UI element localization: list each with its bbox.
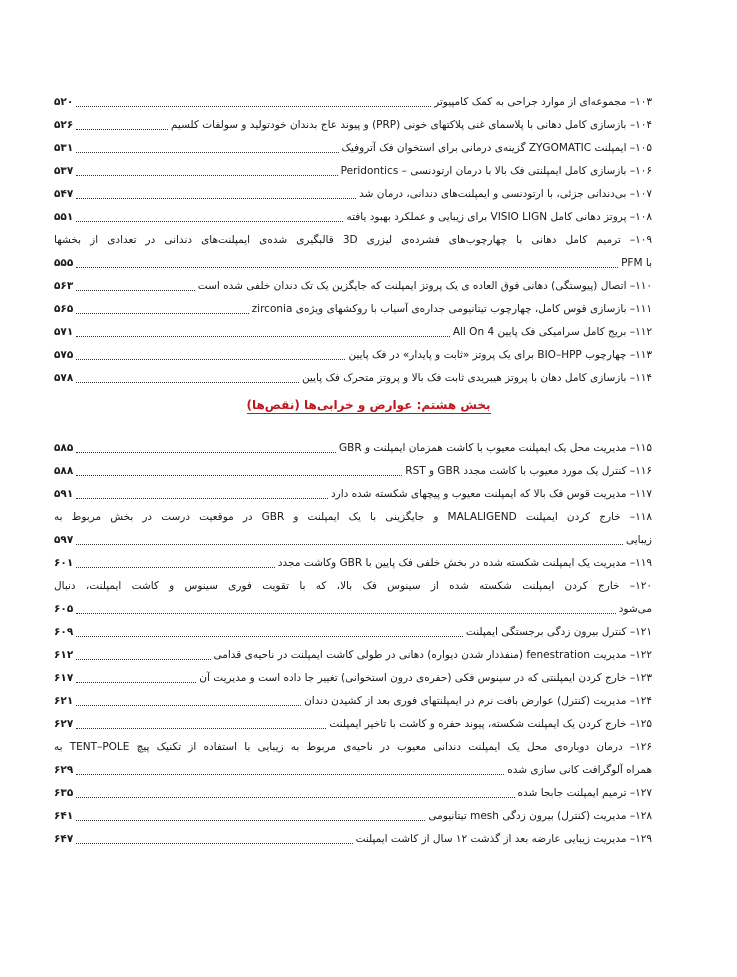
dot-leader: [76, 452, 336, 453]
dot-leader: [76, 820, 425, 821]
toc-entry-118[interactable]: [54, 506, 652, 552]
toc-entry-110[interactable]: [54, 275, 652, 298]
toc-entry-page: ۵۹۷: [54, 534, 74, 546]
toc-entry-page: ۶۱۷: [54, 672, 74, 684]
toc-entry-112[interactable]: [54, 321, 652, 344]
toc-entry-page: ۶۱۲: [54, 649, 74, 661]
toc-entry-page: ۶۰۵: [54, 603, 74, 615]
toc-entry-title: ۱۱۴– بازسازی کامل دهان با پروتز هیبریدی ثابت فک بالا و پروتز متحرک فک پایین: [301, 372, 652, 384]
dot-leader: [76, 175, 337, 176]
dot-leader: [76, 336, 450, 337]
toc-list-part2: [54, 437, 652, 851]
toc-entry-page: ۶۲۷: [54, 718, 74, 730]
toc-entry-page: ۶۰۱: [54, 557, 74, 569]
toc-entry-126[interactable]: [54, 736, 652, 782]
toc-entry-title-line1: ۱۰۹– ترمیم کامل دهانی با چهارچوب‌های فشرده‌ی لیزری 3D قالبگیری شده‌ی ایمپلنت‌های دندانی در تعدادی از بخشها: [54, 234, 652, 246]
dot-leader: [76, 359, 345, 360]
toc-entry-109[interactable]: [54, 229, 652, 275]
dot-leader: [76, 843, 352, 844]
dot-leader: [76, 774, 504, 775]
dot-leader: [76, 313, 248, 314]
toc-entry-124[interactable]: [54, 690, 652, 713]
toc-entry-page: ۵۳۷: [54, 165, 74, 177]
toc-entry-117[interactable]: [54, 483, 652, 506]
toc-entry-page: ۵۵۵: [54, 257, 74, 269]
toc-entry-page: ۶۴۱: [54, 810, 74, 822]
dot-leader: [76, 705, 301, 706]
toc-entry-title: ۱۲۳– خارج کردن ایمپلنتی که در سینوس فکی (حفره‌ی درون استخوانی) تغییر جا داده است و مدیریت آن: [199, 672, 652, 684]
toc-entry-title: ۱۰۷– بی‌دندانی جزئی، با ارتودنسی و ایمپلنت‌های دندانی، درمان شد: [359, 188, 652, 200]
toc-entry-page: ۶۴۷: [54, 833, 74, 845]
toc-entry-page: ۵۶۳: [54, 280, 74, 292]
toc-entry-title: ۱۲۱– کنترل بیرون زدگی برجستگی ایمپلنت: [465, 626, 652, 638]
toc-entry-122[interactable]: [54, 644, 652, 667]
dot-leader: [76, 544, 623, 545]
dot-leader: [76, 498, 328, 499]
dot-leader: [76, 682, 196, 683]
toc-entry-title: ۱۲۴– مدیریت (کنترل) عوارض بافت نرم در ایمپلنتهای فوری بعد از کشیدن دندان: [304, 695, 652, 707]
dot-leader: [76, 382, 299, 383]
toc-entry-119[interactable]: [54, 552, 652, 575]
toc-entry-108[interactable]: [54, 206, 652, 229]
dot-leader: [76, 106, 431, 107]
toc-entry-title-line2: همراه آلوگرافت کانی سازی شده: [507, 764, 652, 776]
toc-entry-115[interactable]: [54, 437, 652, 460]
toc-entry-page: ۵۲۰: [54, 96, 74, 108]
toc-entry-title-line2: زیبایی: [625, 534, 652, 546]
toc-entry-title: ۱۲۷– ترمیم ایمپلنت جابجا شده: [517, 787, 652, 799]
toc-entry-page: ۵۲۶: [54, 119, 74, 131]
toc-entry-page: ۵۵۱: [54, 211, 74, 223]
toc-entry-page: ۵۷۱: [54, 326, 74, 338]
toc-entry-111[interactable]: [54, 298, 652, 321]
toc-entry-page: ۵۳۱: [54, 142, 74, 154]
toc-entry-title: ۱۱۹– مدیریت یک ایمپلنت شکسته شده در بخش خلفی فک پایین با GBR وکاشت مجدد: [277, 557, 652, 569]
toc-entry-116[interactable]: [54, 460, 652, 483]
toc-entry-title: ۱۱۳– چهارچوب BIO–HPP برای یک پروتز «ثابت و پایدار» در فک پایین: [348, 349, 652, 361]
section-heading: [0, 398, 737, 412]
toc-entry-title: ۱۱۶– کنترل یک مورد معیوب با کاشت مجدد GBR و RST: [405, 465, 652, 477]
toc-entry-title: ۱۱۱– بازسازی قوس کامل، چهارچوب تیتانیومی جداره‌ی آسیاب با روکشهای ویژه‌ی zirconia: [251, 303, 652, 315]
toc-entry-113[interactable]: [54, 344, 652, 367]
toc-entry-title: ۱۰۸– پروتز دهانی کامل VISIO LIGN برای زیبایی و عملکرد بهبود یافته: [346, 211, 652, 223]
dot-leader: [76, 567, 275, 568]
dot-leader: [76, 728, 326, 729]
toc-entry-121[interactable]: [54, 621, 652, 644]
toc-entry-page: ۵۷۵: [54, 349, 74, 361]
toc-entry-page: ۵۷۸: [54, 372, 74, 384]
toc-entry-title: ۱۱۵– مدیریت محل یک ایمپلنت معیوب با کاشت همزمان ایمپلنت و GBR: [339, 442, 652, 454]
toc-entry-104[interactable]: [54, 114, 652, 137]
toc-entry-title: ۱۰۶– بازسازی کامل ایمپلنتی فک بالا با درمان ارتودنسی – Peridontics: [340, 165, 652, 177]
dot-leader: [76, 198, 356, 199]
toc-entry-125[interactable]: [54, 713, 652, 736]
toc-entry-page: ۵۸۸: [54, 465, 74, 477]
dot-leader: [76, 267, 618, 268]
toc-entry-page: ۶۲۹: [54, 764, 74, 776]
toc-entry-page: ۶۰۹: [54, 626, 74, 638]
toc-entry-title: ۱۲۸– مدیریت (کنترل) بیرون زدگی mesh تیتانیومی: [428, 810, 652, 822]
dot-leader: [76, 221, 343, 222]
dot-leader: [76, 152, 338, 153]
toc-entry-title: ۱۱۰– اتصال (پیوستگی) دهانی فوق العاده ی یک پروتز ایمپلنت که جایگزین یک تک دندان خلفی شده است: [197, 280, 652, 292]
toc-entry-title: ۱۰۳– مجموعه‌ای از موارد جراحی به کمک کامپیوتر: [434, 96, 652, 108]
toc-entry-page: ۵۹۱: [54, 488, 74, 500]
toc-list-part1: [54, 91, 652, 390]
toc-entry-title-line1: ۱۲۰– خارج کردن ایمپلنت شکسته شده از سینوس فک بالا، که با تقویت فوری سینوس و کاشت ایمپلنت، دنبال: [54, 580, 652, 592]
toc-entry-title-line2: با PFM: [621, 257, 652, 269]
toc-entry-title: ۱۰۴– بازسازی کامل دهانی با پلاسمای غنی پلاکتهای خونی (PRP) و پیوند عاج بدندان خودتولید و سولفات کلسیم: [170, 119, 652, 131]
toc-entry-120[interactable]: [54, 575, 652, 621]
dot-leader: [76, 636, 463, 637]
toc-entry-title: ۱۲۹– مدیریت زیبایی عارضه بعد از گذشت ۱۲ سال از کاشت ایمپلنت: [355, 833, 652, 845]
toc-entry-page: ۶۳۵: [54, 787, 74, 799]
toc-entry-page: ۶۲۱: [54, 695, 74, 707]
section-heading-text: بخش هشتم: عوارض و خرابی‌ها (نقص‌ها): [246, 398, 491, 412]
toc-entry-106[interactable]: [54, 160, 652, 183]
toc-entry-title: ۱۱۷– مدیریت قوس فک بالا که ایمپلنت معیوب و پیچهای شکسته شده دارد: [330, 488, 652, 500]
toc-entry-page: ۵۶۵: [54, 303, 74, 315]
toc-entry-127[interactable]: [54, 782, 652, 805]
toc-entry-title: ۱۰۵– ایمپلنت ZYGOMATIC گزینه‌ی درمانی برای استخوان فک آتروفیک: [341, 142, 652, 154]
dot-leader: [76, 129, 168, 130]
toc-entry-title: ۱۲۲– مدیریت fenestration (منفذدار شدن دیواره) دهانی در طولی کاشت ایمپلنت در ناحیه‌ی قدامی: [213, 649, 652, 661]
toc-entry-128[interactable]: [54, 805, 652, 828]
toc-entry-114[interactable]: [54, 367, 652, 390]
toc-entry-title-line2: می‌شود: [618, 603, 652, 615]
toc-entry-page: ۵۸۵: [54, 442, 74, 454]
dot-leader: [76, 797, 514, 798]
dot-leader: [76, 613, 615, 614]
toc-entry-103[interactable]: [54, 91, 652, 114]
dot-leader: [76, 659, 210, 660]
toc-entry-title: ۱۲۵– خارج کردن یک ایمپلنت شکسته، پیوند حفره و کاشت با تاخیر ایمپلنت: [329, 718, 652, 730]
dot-leader: [76, 290, 195, 291]
toc-entry-105[interactable]: [54, 137, 652, 160]
toc-entry-title-line1: ۱۲۶– درمان دوباره‌ی محل یک ایمپلنت دندانی معیوب در ناحیه‌ی مربوط به زیبایی با استفاده از تکنیک پیچ TENT–POLE به: [54, 741, 652, 753]
toc-entry-123[interactable]: [54, 667, 652, 690]
toc-entry-page: ۵۴۷: [54, 188, 74, 200]
dot-leader: [76, 475, 402, 476]
toc-entry-title: ۱۱۲– بریج کامل سرامیکی فک پایین All On 4: [452, 326, 652, 338]
toc-entry-129[interactable]: [54, 828, 652, 851]
toc-entry-107[interactable]: [54, 183, 652, 206]
toc-entry-title-line1: ۱۱۸– خارج کردن ایمپلنت MALALIGEND و جایگزینی با یک ایمپلنت و GBR در موقعیت درست در بخش مربوط به: [54, 511, 652, 523]
